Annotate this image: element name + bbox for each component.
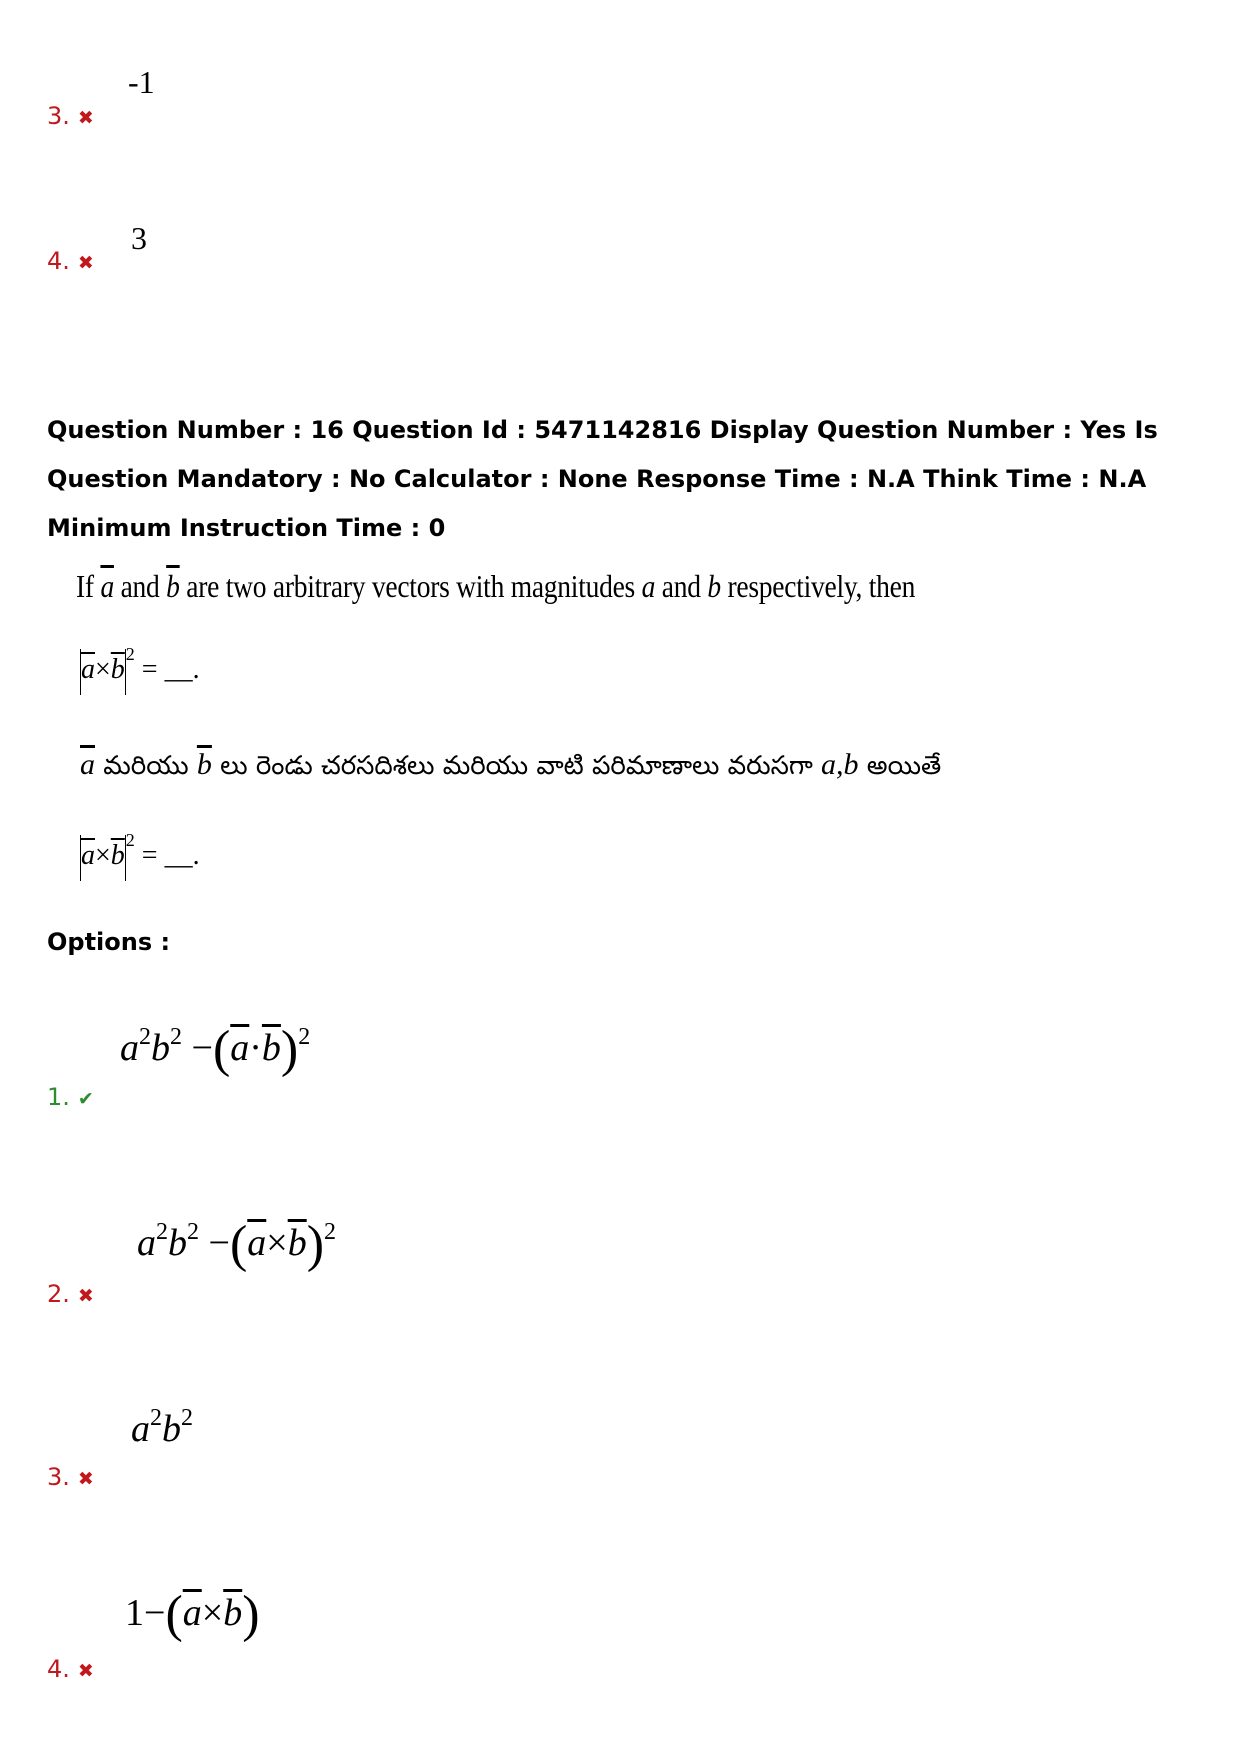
- prev-option-3-value: -1: [128, 64, 155, 100]
- vector-b: $\overline{b}$: [166, 568, 180, 604]
- cross-icon: ✖: [77, 107, 94, 129]
- prev-option-4: [47, 247, 94, 275]
- option-3-expression: $a^2b^2$: [131, 1405, 193, 1450]
- question-telugu: $\overline{a}$ మరియు $\overline{b}$ లు రెండు చరసదిశలు మరియు వాటి పరిమాణాలు వరుసగా a,b అయితే: [80, 748, 942, 781]
- prev-option-4-number: 4.: [47, 247, 70, 275]
- option-4-expression: $1-(\overline{a}\times\overline{b})$: [125, 1586, 260, 1643]
- option-1-expression: $a^2b^2 -(\overline{a}\cdot\overline{b})^2$: [120, 1021, 311, 1078]
- option-3: [47, 1463, 94, 1491]
- cross-icon: ✖: [77, 1285, 94, 1307]
- question-english: If $\overline{a}$ and $\overline{b}$ are two arbitrary vectors with magnitudes a and b respectively, then: [76, 568, 916, 604]
- prev-option-4-value: 3: [131, 220, 147, 256]
- prev-option-3-number: 3.: [47, 102, 70, 130]
- cross-icon: ✖: [77, 1660, 94, 1682]
- cross-icon: ✖: [77, 252, 94, 274]
- vector-a: $\overline{a}$: [100, 568, 114, 604]
- cross-icon: ✖: [77, 1468, 94, 1490]
- option-1: [47, 1083, 94, 1111]
- prev-option-3: [47, 102, 94, 130]
- option-2-expression: $a^2b^2 -(\overline{a}\times\overline{b})^2$: [137, 1216, 337, 1273]
- option-2: [47, 1280, 94, 1308]
- option-4-number: 4.: [47, 1655, 70, 1683]
- options-label: Options :: [47, 928, 171, 956]
- option-1-number: 1.: [47, 1083, 70, 1111]
- option-2-number: 2.: [47, 1280, 70, 1308]
- question-meta: Question Number : 16 Question Id : 5471142816 Display Question Number : Yes Is Question Mandatory : No Calculator : None Response Time : N.A Think Time : N.A Minimum Instruction Time : 0: [47, 416, 1158, 542]
- check-icon: ✔: [77, 1088, 94, 1110]
- question-formula-english: $\overline{a}\times\overline{b}^2$ = __.: [80, 644, 200, 695]
- question-formula-telugu: $\overline{a}\times\overline{b}^2$ = __.: [80, 830, 200, 881]
- option-3-number: 3.: [47, 1463, 70, 1491]
- option-4: [47, 1655, 94, 1683]
